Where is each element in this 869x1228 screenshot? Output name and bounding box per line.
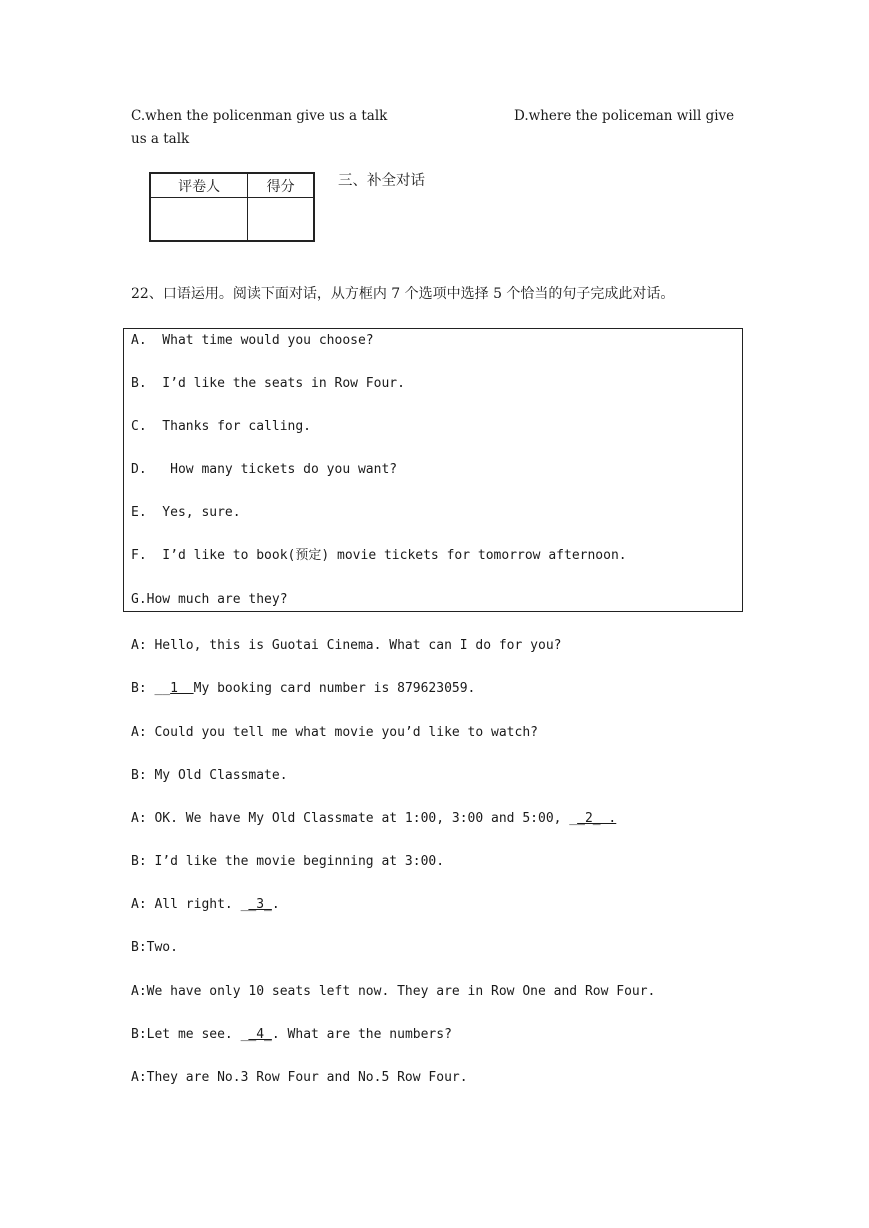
dialogue-line: B: __1 My booking card number is 879623059. [131,681,476,696]
option-g: G.How much are they? [131,592,288,607]
grader-cell [150,198,248,242]
answer-blank-3: _3_ [248,897,272,912]
prev-option-d-continued: us a talk [131,131,190,147]
option-b: B. I’d like the seats in Row Four. [131,376,405,391]
option-d: D. How many tickets do you want? [131,462,398,477]
dialogue-line: B: My Old Classmate. [131,768,288,783]
option-c: C. Thanks for calling. [131,419,312,434]
dialogue-line: A: Hello, this is Guotai Cinema. What can I do for you? [131,638,562,653]
question-stem: 22、口语运用。阅读下面对话，从方框内 7 个选项中选择 5 个恰当的句子完成此对话。 [131,286,675,302]
dialogue-line: A:They are No.3 Row Four and No.5 Row Four. [131,1070,468,1085]
grader-label: 评卷人 [150,173,248,198]
option-e: E. Yes, sure. [131,505,241,520]
dialogue-line: A:We have only 10 seats left now. They are in Row One and Row Four. [131,984,656,999]
prev-option-c: C.when the policenman give us a talk [131,108,388,124]
option-a: A. What time would you choose? [131,333,374,348]
option-f: F. I’d like to book(预定) movie tickets for tomorrow afternoon. [131,548,627,563]
score-table [149,172,315,242]
answer-blank-2: _2_ . [577,811,617,826]
answer-blank-1: 1 [170,681,194,696]
dialogue-line: B: I’d like the movie beginning at 3:00. [131,854,445,869]
dialogue-line: B:Two. [131,940,178,955]
prev-option-d: D.where the policeman will give [514,108,735,124]
dialogue-line: A: OK. We have My Old Classmate at 1:00, 3:00 and 5:00, __2_ . [131,811,617,826]
score-label: 得分 [248,173,314,198]
dialogue-line: A: All right. __3_. [131,897,280,912]
answer-blank-4: _4_ [248,1027,272,1042]
dialogue-line: A: Could you tell me what movie you’d like to watch? [131,725,538,740]
dialogue-line: B:Let me see. __4_. What are the numbers? [131,1027,452,1042]
section-title: 三、补全对话 [338,173,425,189]
score-cell [248,198,314,242]
